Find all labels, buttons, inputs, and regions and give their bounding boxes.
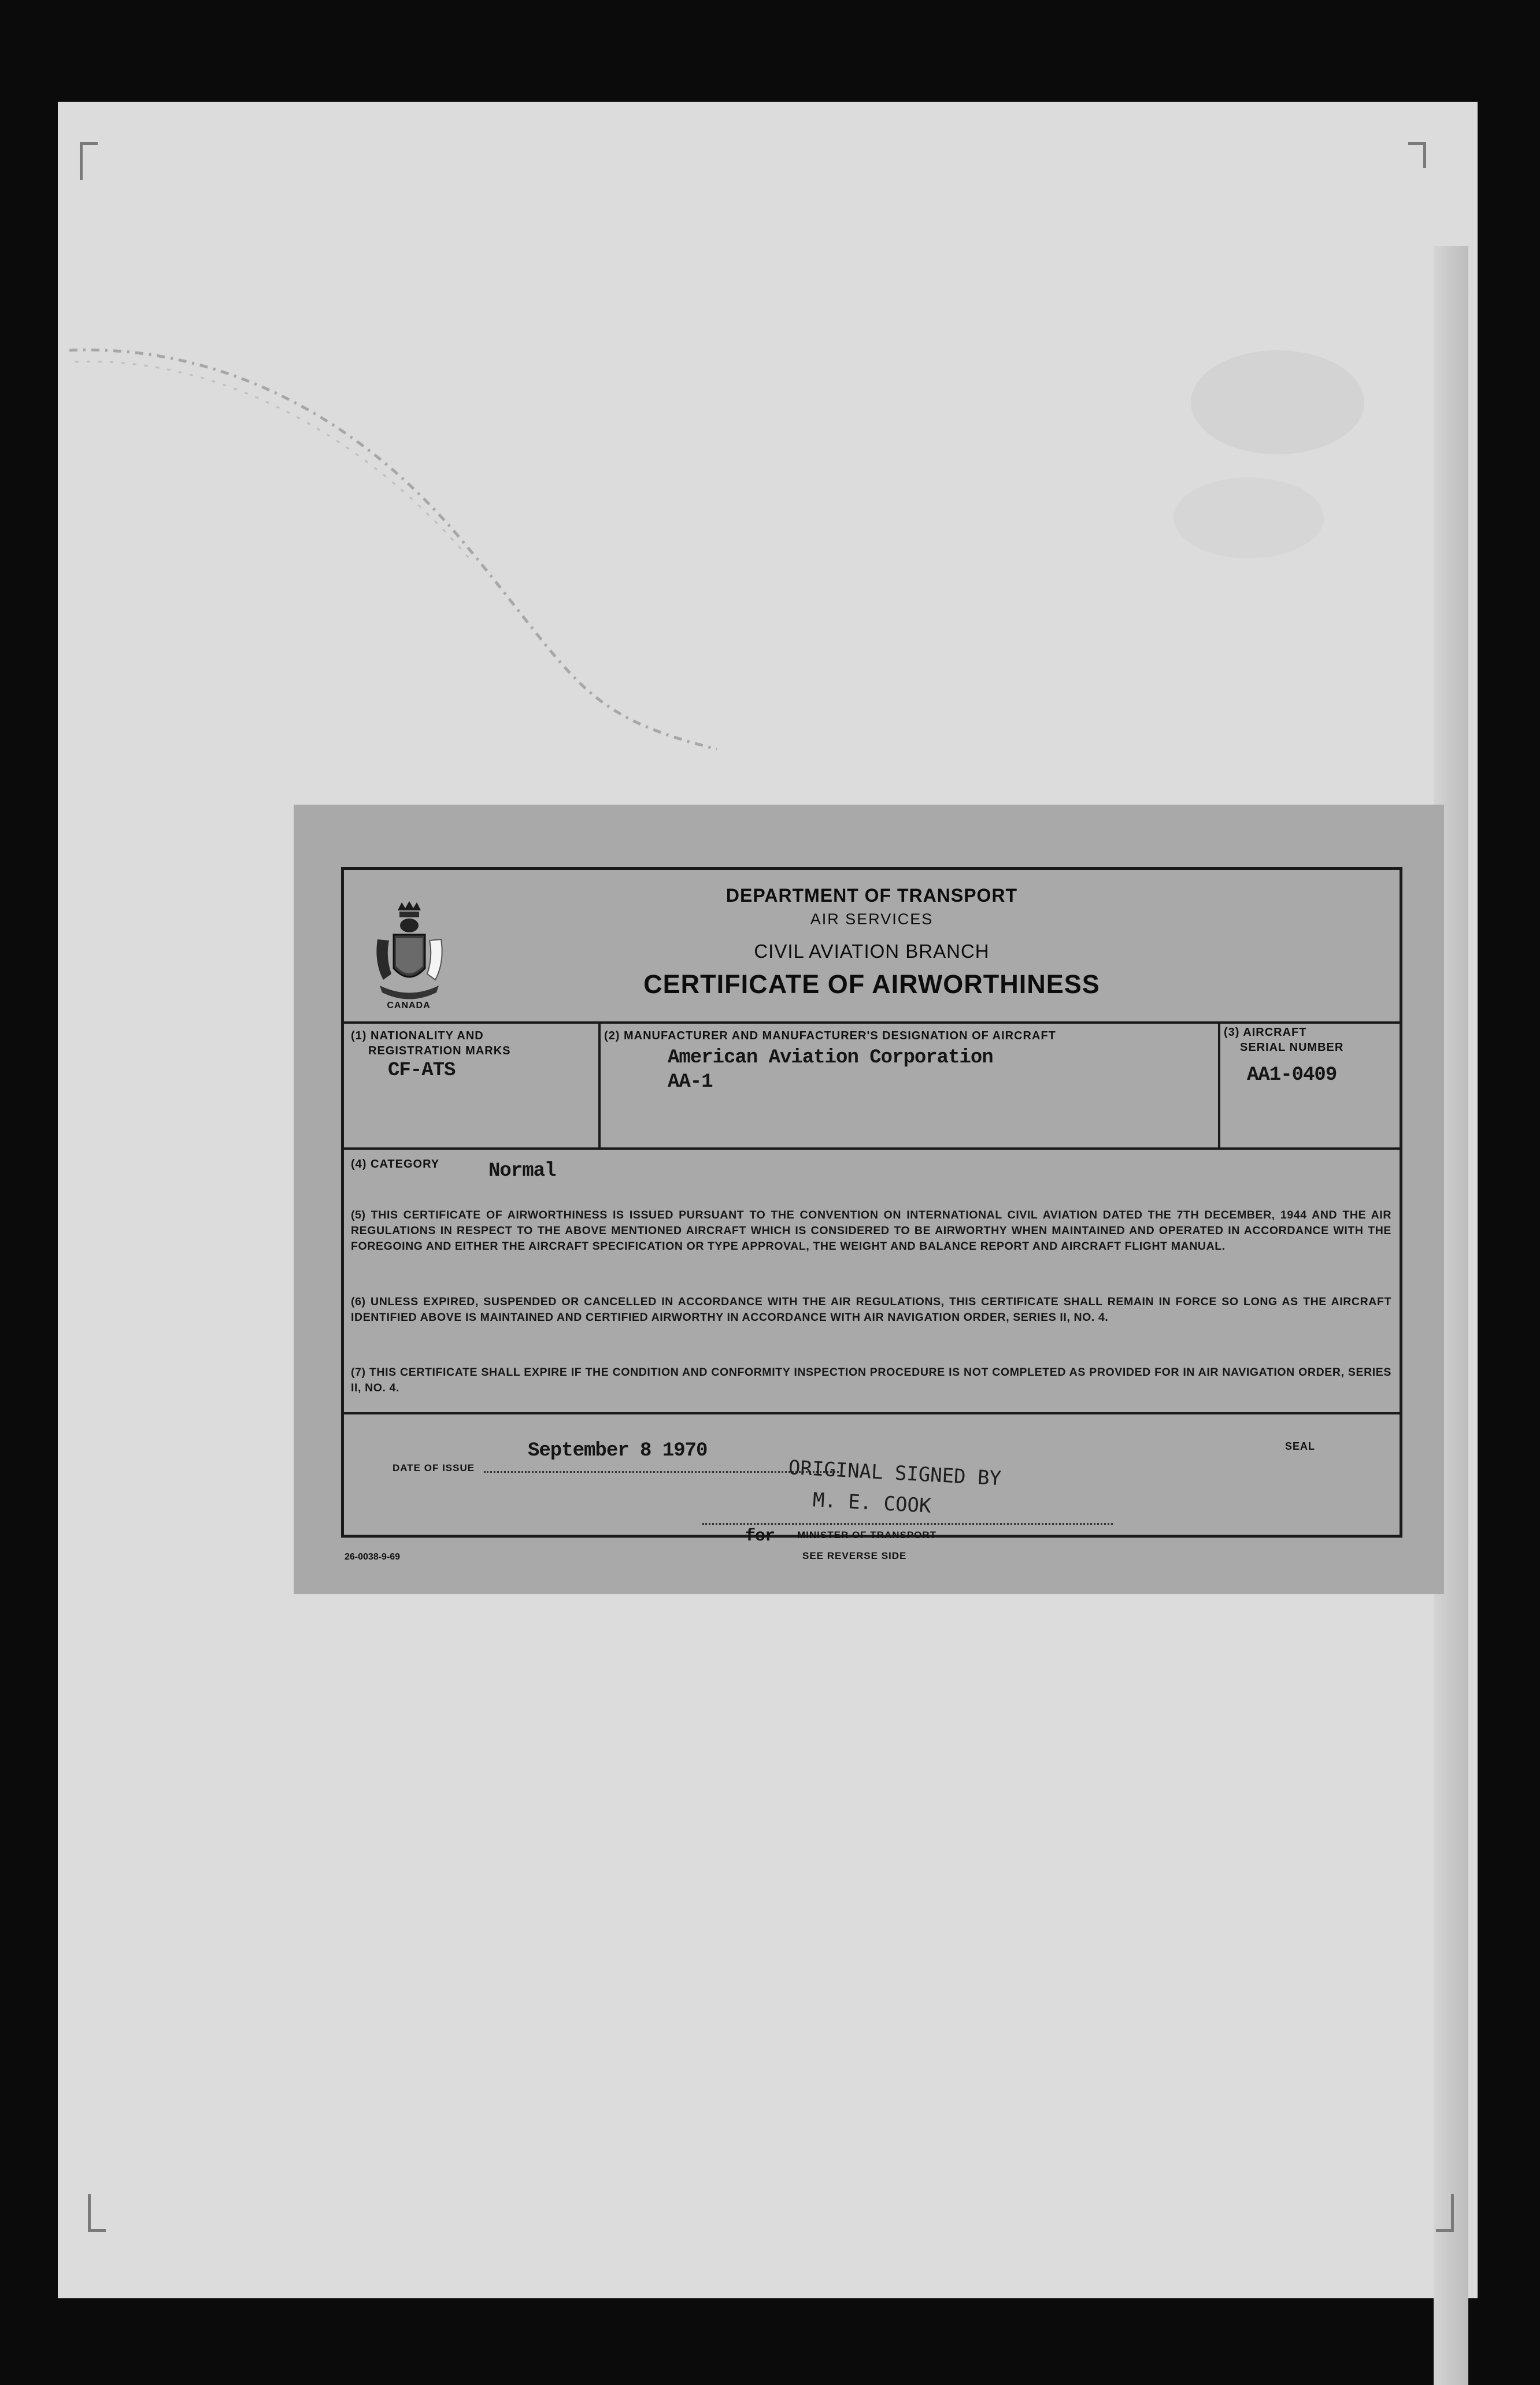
registration-value: CF-ATS xyxy=(388,1060,456,1082)
crop-mark-top-left xyxy=(80,142,98,180)
field-divider-1 xyxy=(598,1021,601,1149)
date-of-issue-label: DATE OF ISSUE xyxy=(393,1462,475,1473)
clause-7: (7) THIS CERTIFICATE SHALL EXPIRE IF THE CONDITION AND CONFORMITY INSPECTION PROCEDURE IS NOT COMPLETED AS PROVIDED FOR IN AIR NAVIGATION ORDER, SERIES II, NO. 4. xyxy=(351,1366,1391,1394)
serial-label-line2: SERIAL NUMBER xyxy=(1240,1041,1344,1054)
nationality-label-line2: REGISTRATION MARKS xyxy=(368,1045,511,1057)
for-label: for xyxy=(745,1527,775,1546)
clause-6: (6) UNLESS EXPIRED, SUSPENDED OR CANCELLED IN ACCORDANCE WITH THE AIR REGULATIONS, THIS CERTIFICATE SHALL REMAIN IN FORCE SO LONG AS THE AIRCRAFT IDENTIFIED ABOVE IS MAINTAINED AND CERTIFIED AIRWORTHY IN ACCORDANCE WITH AIR NAVIGATION ORDER, SERIES II, NO. 4. xyxy=(351,1295,1391,1324)
serial-label-line1: (3) AIRCRAFT xyxy=(1224,1026,1307,1039)
field-divider-2 xyxy=(1218,1021,1220,1149)
nationality-label-line1: (1) NATIONALITY AND xyxy=(351,1029,484,1042)
serial-value: AA1-0409 xyxy=(1247,1064,1337,1086)
category-label: (4) CATEGORY xyxy=(351,1158,440,1171)
crop-mark-bottom-right xyxy=(1436,2194,1454,2232)
seal-label: SEAL xyxy=(1285,1440,1316,1452)
manufacturer-label: (2) MANUFACTURER AND MANUFACTURER'S DESIGNATION OF AIRCRAFT xyxy=(604,1029,1056,1042)
signed-stamp-line1: ORIGINAL SIGNED BY xyxy=(787,1456,1002,1491)
form-number: 26-0038-9-69 xyxy=(345,1552,401,1562)
signature-line xyxy=(702,1523,1113,1525)
date-of-issue-value: September 8 1970 xyxy=(528,1440,708,1462)
branch-heading: CIVIL AVIATION BRANCH xyxy=(754,940,990,962)
service-heading: AIR SERVICES xyxy=(810,910,934,928)
crest-caption: CANADA xyxy=(387,1001,431,1010)
header-divider xyxy=(344,1021,1400,1024)
certificate-title: CERTIFICATE OF AIRWORTHINESS xyxy=(643,969,1100,999)
clause-5: (5) THIS CERTIFICATE OF AIRWORTHINESS IS ISSUED PURSUANT TO THE CONVENTION ON INTERNATIONAL CIVIL AVIATION DATED THE 7TH DECEMBER, 1944 AND THE AIR REGULATIONS IN RESPECT TO THE ABOVE MENTIONED AIRCRAFT WHICH IS CONSIDERED TO BE AIRWORTHY WHEN MAINTAINED AND OPERATED IN ACCORDANCE WITH THE FOREGOING AND EITHER THE AIRCRAFT SPECIFICATION OR TYPE APPROVAL, THE WEIGHT AND BALANCE REPORT AND AIRCRAFT FLIGHT MANUAL. xyxy=(351,1209,1391,1253)
crop-mark-bottom-left xyxy=(88,2194,106,2232)
reverse-side-note: SEE REVERSE SIDE xyxy=(802,1550,907,1561)
manufacturer-value: American Aviation Corporation xyxy=(668,1047,993,1069)
crop-mark-top-right xyxy=(1408,142,1426,168)
signed-stamp-line2: M. E. COOK xyxy=(812,1488,932,1518)
fields-divider xyxy=(344,1147,1400,1150)
department-heading: DEPARTMENT OF TRANSPORT xyxy=(725,885,1018,906)
designation-value: AA-1 xyxy=(668,1071,713,1093)
airworthiness-certificate xyxy=(294,805,1444,1594)
minister-label: MINISTER OF TRANSPORT xyxy=(797,1529,937,1540)
certificate-border xyxy=(341,867,1402,1546)
signature-divider xyxy=(344,1412,1400,1414)
category-value: Normal xyxy=(488,1160,556,1182)
